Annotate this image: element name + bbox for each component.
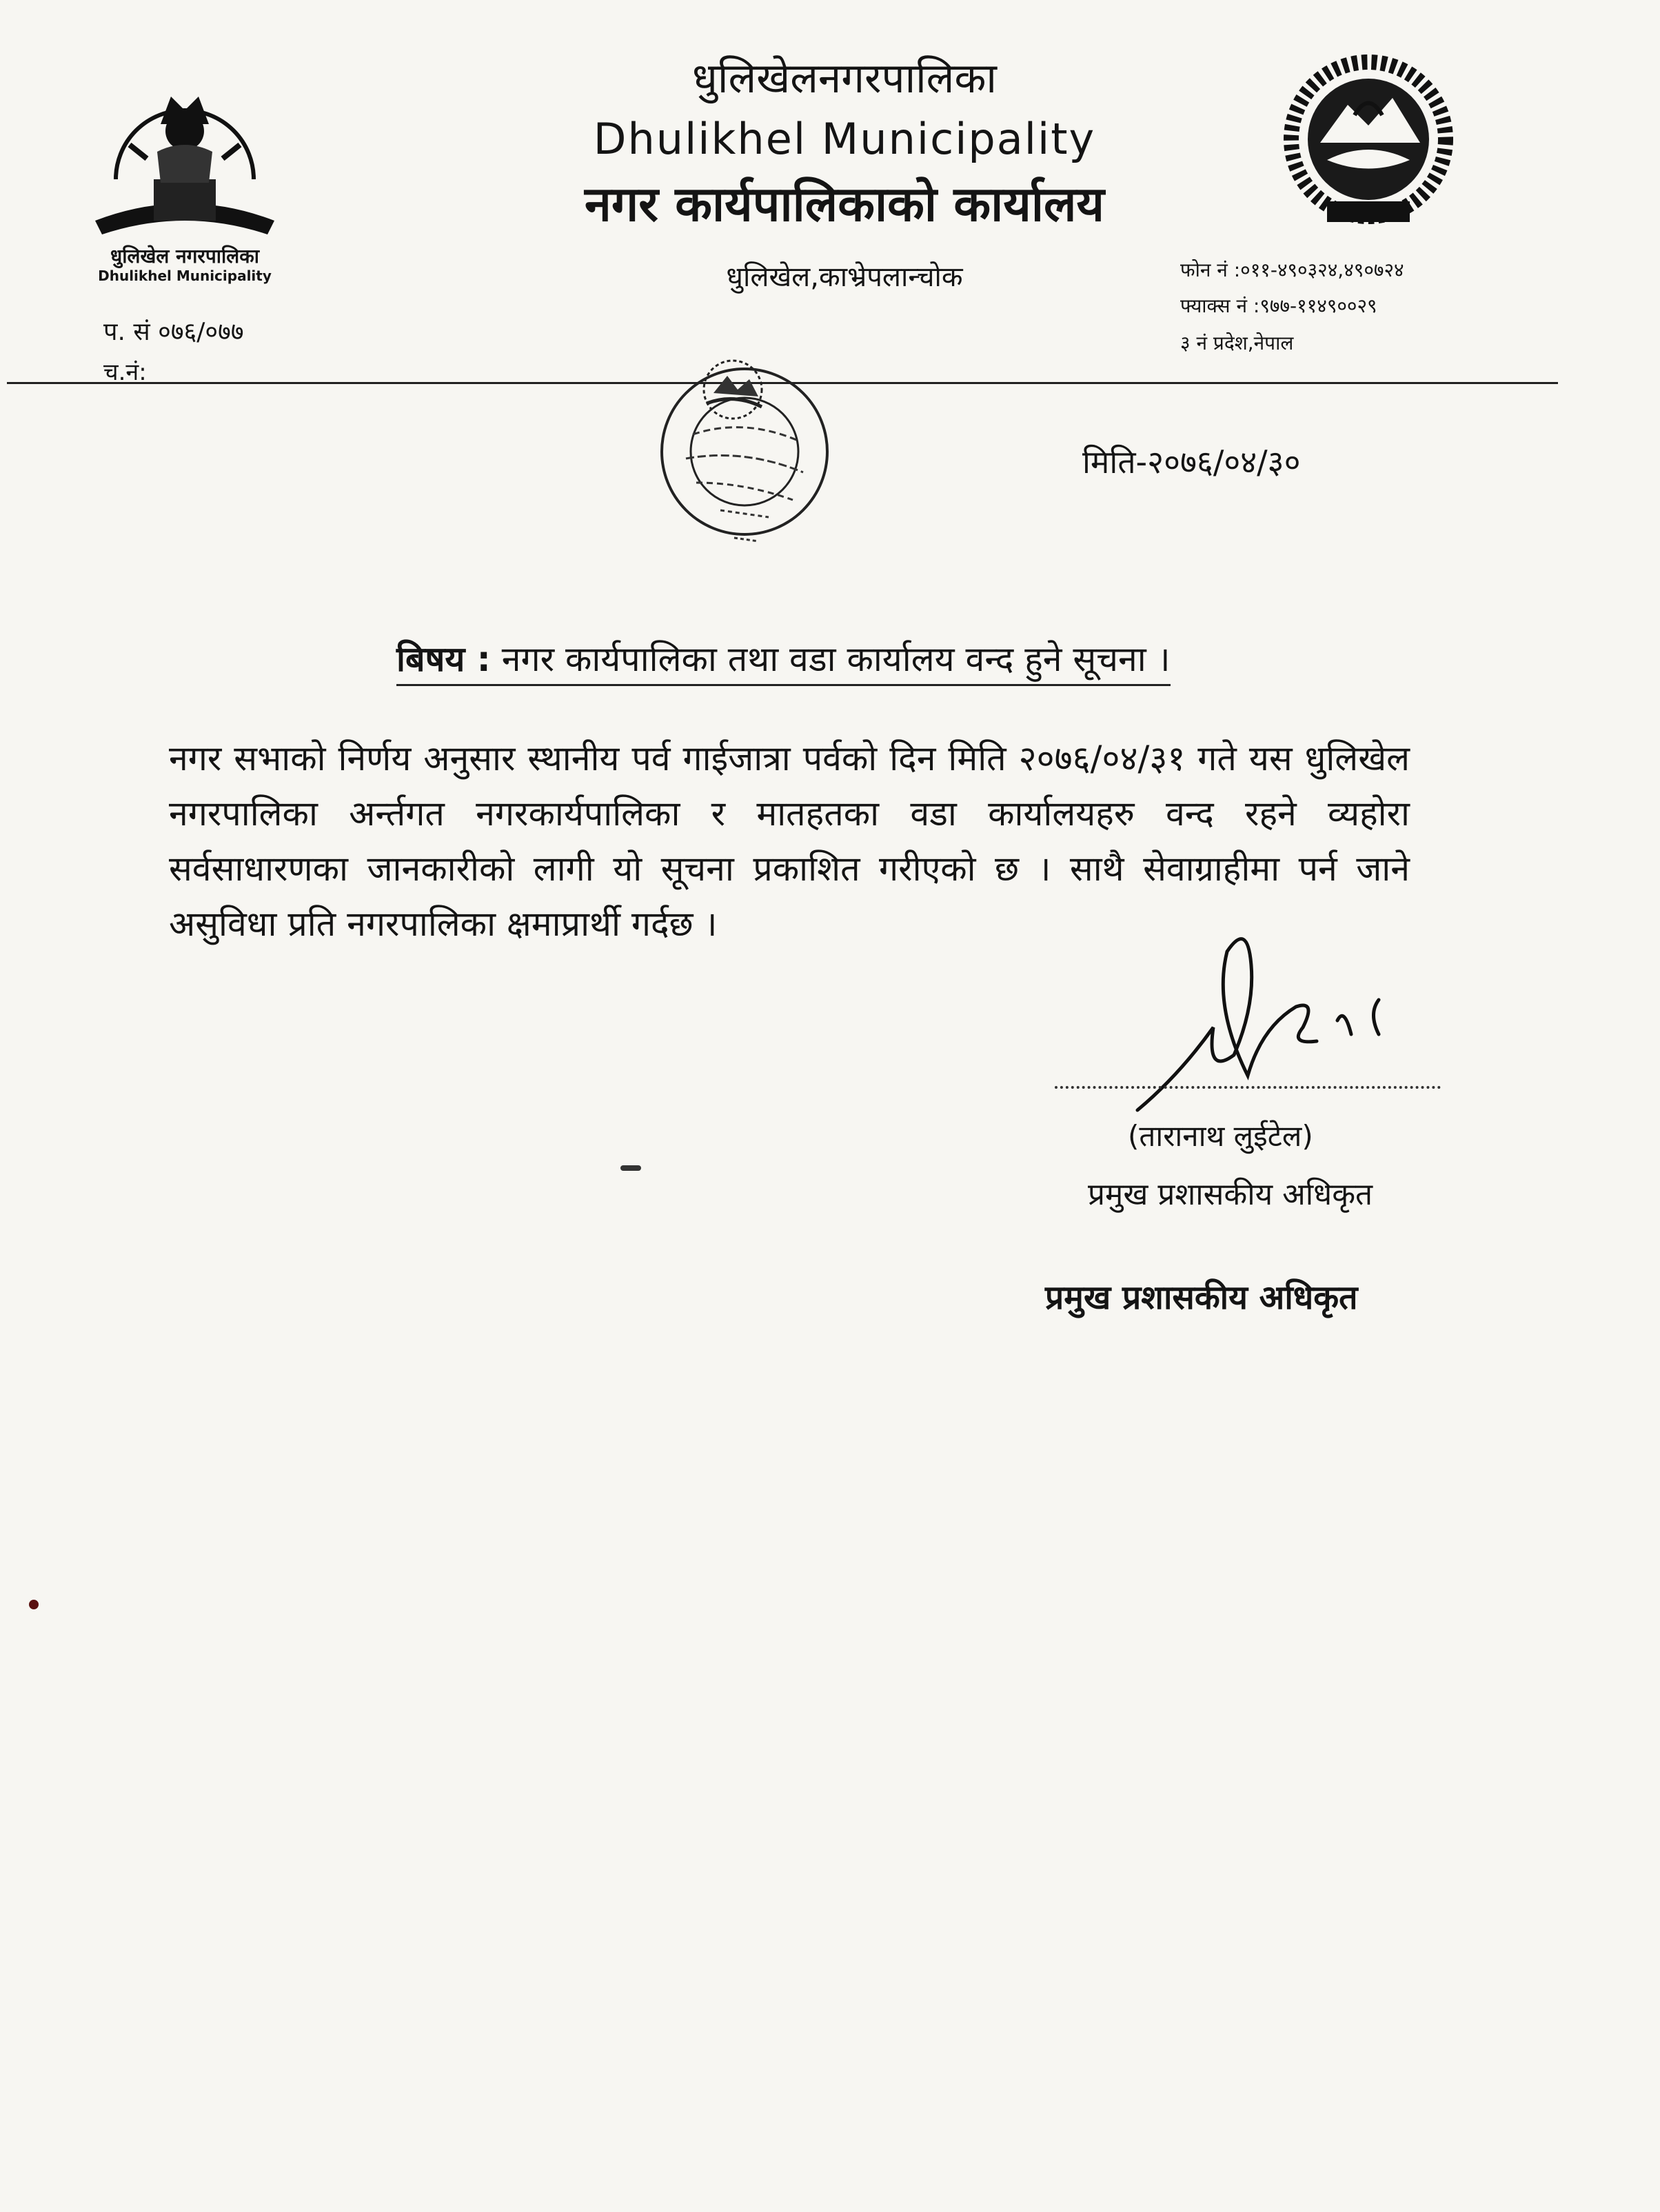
office-seal-stamp-icon xyxy=(631,338,858,565)
province: ३ नं प्रदेश,नेपाल xyxy=(1180,332,1294,354)
logo-caption-nepali: धुलिखेल नगरपालिका xyxy=(110,245,259,268)
fax-number: फ्याक्स नं :९७७-११४९००२९ xyxy=(1180,294,1377,317)
letter-date: मिति-२०७६/०४/३० xyxy=(1082,443,1301,481)
letter-number: प. सं ०७६/०७७ xyxy=(103,318,244,346)
scan-artifact-dot xyxy=(29,1600,39,1609)
signatory-title: प्रमुख प्रशासकीय अधिकृत xyxy=(1088,1177,1373,1212)
dispatch-number: च.नं: xyxy=(103,359,147,386)
signatory-name: (तारानाथ लुईटेल) xyxy=(1128,1119,1313,1153)
letterhead-title-english: Dhulikhel Municipality xyxy=(593,114,1096,164)
notice-body: नगर सभाको निर्णय अनुसार स्थानीय पर्व गाईजात्रा पर्वको दिन मिति २०७६/०४/३१ गते यस धुलिखेल नगरपालिका अर्न्तगत नगरकार्यपालिका र मातहतका वडा कार्यालयहरु वन्द रहने व्यहोरा सर्वसाधारणका जानकारीको लागी यो सूचना प्रकाशित गरीएको छ । साथै सेवाग्राहीमा पर्न जाने असुविधा प्रति नगरपालिका क्षमाप्रार्थी गर्दछ । xyxy=(169,738,1410,944)
letterhead-office: नगर कार्यपालिकाको कार्यालय xyxy=(584,176,1105,232)
phone-number: फोन नं :०११-४९०३२४,४९०७२४ xyxy=(1180,259,1404,281)
municipality-logo-icon xyxy=(88,76,281,241)
letterhead-address: धुलिखेल,काभ्रेपलान्चोक xyxy=(726,261,963,293)
scan-artifact xyxy=(620,1165,641,1171)
letter-subject xyxy=(396,634,1171,686)
subject-label: बिषय : xyxy=(396,639,491,679)
signatory-title-bold: प्रमुख प्रशासकीय अधिकृत xyxy=(1045,1278,1358,1317)
subject-text: नगर कार्यपालिका तथा वडा कार्यालय वन्द हुने सूचना । xyxy=(501,639,1171,679)
signature-line xyxy=(1055,1086,1441,1089)
national-emblem-icon xyxy=(1272,50,1465,236)
handwritten-signature xyxy=(1089,924,1448,1131)
logo-caption-english: Dhulikhel Municipality xyxy=(98,268,272,284)
letterhead-title-nepali: धुलिखेलनगरपालिका xyxy=(692,54,997,103)
